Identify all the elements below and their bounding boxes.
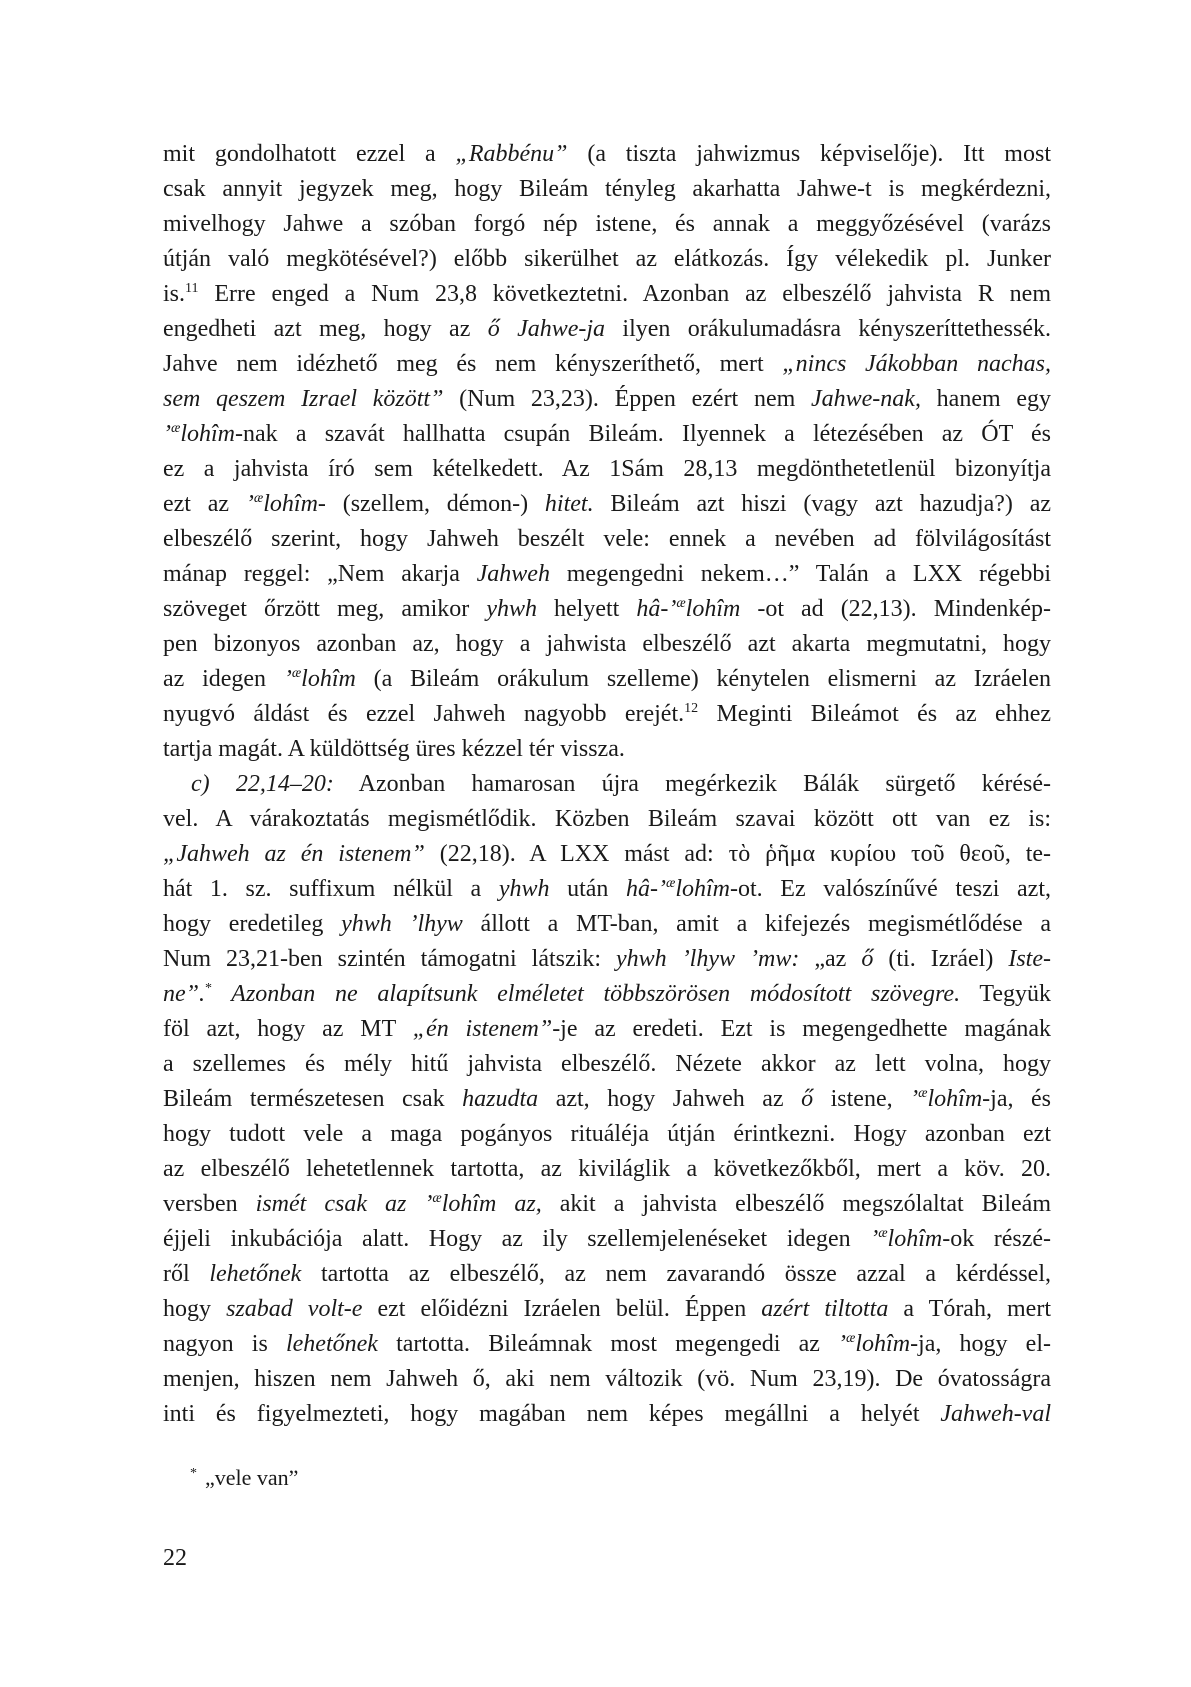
text-segment: ez a jahvista író sem kételkedett. Az 1Sám 28,13 megdönthetetlenül bizonyítja [163, 456, 1051, 482]
text-segment: hâ-’ [626, 876, 666, 902]
text-segment: pen bizonyos azonban az, hogy a jahwista elbeszélő azt akarta megmutatni, hogy [163, 631, 1051, 657]
text-segment: tartotta az elbeszélő, az nem zavarandó össze azzal a kérdéssel, [301, 1261, 1051, 1287]
text-segment: ismét csak az ’ [255, 1191, 433, 1217]
text-line [163, 837, 1051, 872]
text-segment: csak annyit jegyzek meg, hogy Bileám tényleg akarhatta Jahwe-t is megkérdezni, [163, 176, 1051, 202]
text-segment: vel. A várakoztatás megismétlődik. Közben Bileám szavai között ott van ez is: [163, 806, 1051, 832]
text-line [163, 627, 1051, 662]
text-segment: éjjeli inkubációja alatt. Hogy az ily szellemjelenéseket idegen [163, 1226, 871, 1252]
text-line [163, 417, 1051, 452]
text-segment: inti és figyelmezteti, hogy magában nem képes megállni a helyét [163, 1401, 941, 1427]
text-line [163, 312, 1051, 347]
text-segment: állott a MT-ban, amit a kifejezés megismétlődése a [462, 911, 1051, 937]
text-segment: „Jahweh az én istenem” [163, 841, 425, 867]
text-segment: föl azt, hogy az MT [163, 1016, 413, 1042]
text-segment: lohîm [301, 666, 356, 692]
text-segment: hitet. [544, 491, 594, 517]
text-segment: tartja magát. A küldöttség üres kézzel tér vissza. [163, 736, 625, 762]
text-segment: ilyen orákulumadásra kényszeríttethessék. [605, 316, 1051, 342]
text-segment: Erre enged a Num 23,8 következtetni. Azonban az elbeszélő jahvista R nem [198, 281, 1051, 307]
text-segment: æ [918, 1086, 928, 1101]
text-line [163, 382, 1051, 417]
text-segment: hogy [163, 1296, 227, 1322]
text-segment: után [549, 876, 627, 902]
text-segment: a szellemes és mély hitű jahvista elbeszélő. Nézete akkor az lett volna, hogy [163, 1051, 1051, 1077]
text-segment: ’ [910, 1086, 919, 1112]
text-segment: „az [799, 946, 862, 972]
text-segment: nyugvó áldást és ezzel Jahweh nagyobb erejét. [163, 701, 685, 727]
text-segment: Azonban ne alapítsunk elméletet többszörösen módosított szövegre. [212, 981, 961, 1007]
text-segment: ’ [870, 1226, 879, 1252]
text-segment: nagyon is [163, 1331, 286, 1357]
text-segment: Tegyük [960, 981, 1051, 1007]
text-segment: lohîm [855, 1331, 911, 1357]
text-line [163, 872, 1051, 907]
text-segment: azért tiltotta [761, 1296, 889, 1322]
text-segment: ő [801, 1086, 814, 1112]
text-line [163, 1187, 1051, 1222]
text-line [163, 207, 1051, 242]
text-line [163, 522, 1051, 557]
text-line [163, 172, 1051, 207]
text-line [163, 907, 1051, 942]
text-segment: -nak a szavát hallhatta csupán Bileám. Ilyennek a létezésében az ÓT és [235, 421, 1051, 447]
text-segment: lohîm [887, 1226, 943, 1252]
text-segment: mit gondolhatott ezzel a [163, 141, 456, 167]
text-line [163, 767, 1051, 802]
text-line [163, 1292, 1051, 1327]
text-line [163, 1117, 1051, 1152]
text-segment: Jahve nem idézhető meg és nem kényszeríthető, mert [163, 351, 783, 377]
text-segment: æ [253, 491, 264, 506]
text-segment: tartotta. Bileámnak most megengedi az [377, 1331, 839, 1357]
text-segment: az idegen [163, 666, 284, 692]
text-segment: ő [861, 946, 874, 972]
text-line [163, 242, 1051, 277]
text-segment: 11 [185, 281, 199, 296]
text-segment: æ [846, 1331, 856, 1346]
text-segment: ne”. [163, 981, 205, 1007]
text-line [163, 1152, 1051, 1187]
text-segment: -ja, és [982, 1086, 1051, 1112]
text-segment: 12 [684, 701, 699, 716]
text-segment: is. [163, 281, 186, 307]
text-segment: akit a jahvista elbeszélő megszólaltat Bileám [541, 1191, 1051, 1217]
text-segment: menjen, hiszen nem Jahweh ő, aki nem változik (vö. Num 23,19). De óvatosságra [163, 1366, 1051, 1392]
text-segment: (Num 23,23). Éppen ezért nem [443, 386, 811, 412]
text-segment: Num 23,21-ben szintén támogatni látszik: [163, 946, 617, 972]
text-line [163, 277, 1051, 312]
text-segment: lohîm [675, 876, 731, 902]
text-line [163, 592, 1051, 627]
text-segment: elbeszélő szerint, hogy Jahweh beszélt vele: ennek a nevében ad fölvilágosítást [163, 526, 1051, 552]
text-segment: szabad volt-e [226, 1296, 363, 1322]
text-segment: ről [163, 1261, 210, 1287]
text-segment: Jahweh-val [940, 1401, 1051, 1427]
text-segment: hazudta [462, 1086, 539, 1112]
text-segment: versben [163, 1191, 256, 1217]
text-segment: ő Jahwe-ja [487, 316, 606, 342]
footnote-text: „vele van” [205, 1465, 299, 1490]
text-segment: yhwh ’lhyw ’mw: [616, 946, 800, 972]
text-segment: ezt előidézni Izráelen belül. Éppen [362, 1296, 762, 1322]
body-text [163, 137, 1051, 1432]
text-segment: ’ [245, 491, 254, 517]
text-line [163, 557, 1051, 592]
text-line [163, 452, 1051, 487]
text-segment: Jahweh [476, 561, 550, 587]
text-segment: Meginti Bileámot és az ehhez [698, 701, 1051, 727]
text-segment: æ [171, 421, 181, 436]
text-line [163, 1327, 1051, 1362]
text-segment: lohîm [927, 1086, 983, 1112]
text-segment: szöveget őrzött meg, amikor [163, 596, 487, 622]
text-segment: -ot. Ez valószínűvé teszi azt, [730, 876, 1051, 902]
text-segment: mivelhogy Jahwe a szóban forgó nép istene, és annak a meggyőzésével (varázs [163, 211, 1051, 237]
text-segment: „Rabbénu” [455, 141, 568, 167]
footnote [190, 1463, 298, 1493]
text-segment: (a Bileám orákulum szelleme) kénytelen elismerni az Izráelen [355, 666, 1051, 692]
text-segment: az elbeszélő lehetetlennek tartotta, az kiviláglik a következőkből, mert a köv. 20. [163, 1156, 1051, 1182]
text-segment: Iste- [1008, 946, 1051, 972]
text-segment: æ [291, 666, 302, 681]
text-segment: c) 22,14–20: [191, 771, 334, 797]
text-segment: (a tiszta jahwizmus képviselője). Itt most [567, 141, 1051, 167]
text-segment: æ [878, 1226, 888, 1241]
text-segment: lehetőnek [209, 1261, 302, 1287]
text-segment: hanem egy [920, 386, 1051, 412]
text-segment: Azonban hamarosan újra megérkezik Bálák sürgető kérésé- [333, 771, 1051, 797]
text-segment: (ti. Izráel) [873, 946, 1009, 972]
text-segment: lohîm [180, 421, 236, 447]
text-segment: æ [676, 596, 686, 611]
text-segment: engedheti azt meg, hogy az [163, 316, 488, 342]
text-segment: æ [432, 1191, 442, 1206]
text-segment: -ja, hogy el- [910, 1331, 1051, 1357]
text-line [163, 697, 1051, 732]
text-segment: ’ [838, 1331, 847, 1357]
text-line [163, 487, 1051, 522]
text-segment: ’ [163, 421, 171, 447]
text-line [163, 732, 1051, 767]
text-line [163, 1082, 1051, 1117]
text-segment: yhwh [498, 876, 550, 902]
text-segment: megengedni nekem…” Talán a LXX régebbi [549, 561, 1051, 587]
text-segment: (22,18). A LXX mást ad: τὸ ῥῆμα κυρίου τοῦ θεοῦ, te- [424, 841, 1051, 867]
text-line [163, 137, 1051, 172]
text-line [163, 1047, 1051, 1082]
text-segment: * [205, 981, 212, 996]
text-segment: æ [666, 876, 676, 891]
text-segment: lehetőnek [285, 1331, 378, 1357]
text-line [163, 1222, 1051, 1257]
text-segment: „nincs Jákobban nachas, [782, 351, 1051, 377]
text-segment: yhwh ’lhyw [341, 911, 463, 937]
text-segment: azt, hogy Jahweh az [538, 1086, 802, 1112]
text-segment: Bileám természetesen csak [163, 1086, 463, 1112]
text-segment: istene, [813, 1086, 911, 1112]
text-line [163, 662, 1051, 697]
text-line [163, 1257, 1051, 1292]
text-segment: hogy tudott vele a maga pogányos rituáléja útján érintkezni. Hogy azonban ezt [163, 1121, 1051, 1147]
text-segment: útján való megkötésével?) előbb sikerülhet az elátkozás. Így vélekedik pl. Junker [163, 246, 1051, 272]
text-segment: sem qeszem Izrael között” [163, 386, 444, 412]
text-line [163, 1397, 1051, 1432]
text-line [163, 977, 1051, 1012]
text-line [163, 347, 1051, 382]
text-segment: -ok részé- [942, 1226, 1051, 1252]
text-segment: lohîm- [263, 491, 326, 517]
text-segment: a Tórah, mert [888, 1296, 1051, 1322]
text-line [163, 802, 1051, 837]
text-segment: (szellem, démon-) [325, 491, 545, 517]
text-line [163, 1362, 1051, 1397]
text-segment: „én istenem” [412, 1016, 553, 1042]
text-segment: hát 1. sz. suffixum nélkül a [163, 876, 499, 902]
text-segment: helyett [536, 596, 637, 622]
text-segment: lohîm [685, 596, 741, 622]
text-segment: hogy eredetileg [163, 911, 342, 937]
text-segment: hâ-’ [636, 596, 677, 622]
text-segment: Bileám azt hiszi (vagy azt hazudja?) az [593, 491, 1051, 517]
text-segment: yhwh [486, 596, 537, 622]
text-segment: ’ [283, 666, 292, 692]
text-segment: lohîm az, [441, 1191, 542, 1217]
text-line [163, 1012, 1051, 1047]
text-segment: ezt az [163, 491, 246, 517]
page-number: 22 [163, 1545, 187, 1571]
text-segment: mánap reggel: „Nem akarja [163, 561, 477, 587]
text-segment: -ot ad (22,13). Mindenkép- [740, 596, 1051, 622]
footnote-mark: * [190, 1465, 197, 1481]
text-segment: -je az eredeti. Ezt is megengedhette magának [552, 1016, 1051, 1042]
text-segment: Jahwe-nak, [810, 386, 921, 412]
text-line [163, 942, 1051, 977]
